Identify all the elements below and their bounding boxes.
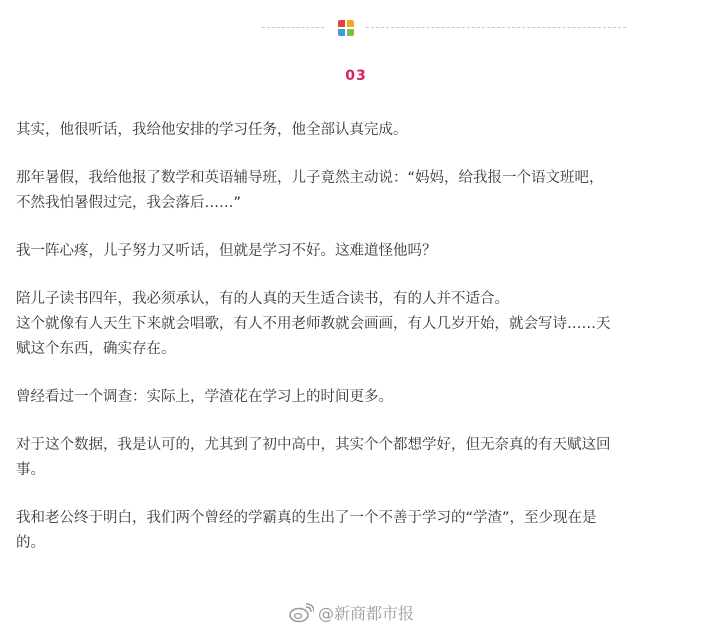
paragraph [16,433,688,483]
paragraph [16,166,688,216]
text-line: 我一阵心疼，儿子努力又听话，但就是学习不好。这难道怪他吗？ [16,243,437,259]
text-line: 那年暑假，我给他报了数学和英语辅导班，儿子竟然主动说：“妈妈，给我报一个语文班吧， [16,170,604,186]
watermark-text: @新商都市报 [318,604,415,623]
text-line: 陪儿子读书四年，我必须承认，有的人真的天生适合读书，有的人并不适合。 [16,291,509,307]
section-divider [262,18,626,38]
colorful-logo-icon [338,20,354,36]
text-line: 事。 [16,462,45,478]
paragraph [16,506,688,556]
text-line: 赋这个东西，确实存在。 [16,341,176,357]
text-line: 其实，他很听话，我给他安排的学习任务，他全部认真完成。 [16,122,408,138]
weibo-logo-icon [288,603,314,623]
divider-line-left [262,27,324,28]
paragraph [16,118,688,143]
text-line: 我和老公终于明白，我们两个曾经的学霸真的生出了一个不善于学习的“学渣”，至少现在是 [16,510,597,526]
divider-line-right [366,27,626,28]
text-line: 曾经看过一个调查：实际上，学渣花在学习上的时间更多。 [16,389,393,405]
section-number: 03 [345,68,367,84]
paragraph [16,385,688,410]
text-line: 对于这个数据，我是认可的，尤其到了初中高中，其实个个都想学好，但无奈真的有天赋这回 [16,437,611,453]
text-line: 不然我怕暑假过完，我会落后……” [16,195,242,211]
paragraph [16,239,688,264]
text-line: 这个就像有人天生下来就会唱歌，有人不用老师教就会画画，有人几岁开始，就会写诗……天 [16,316,611,332]
text-line: 的。 [16,535,45,551]
paragraph [16,287,688,362]
article-body [16,118,688,579]
weibo-watermark [288,601,414,624]
